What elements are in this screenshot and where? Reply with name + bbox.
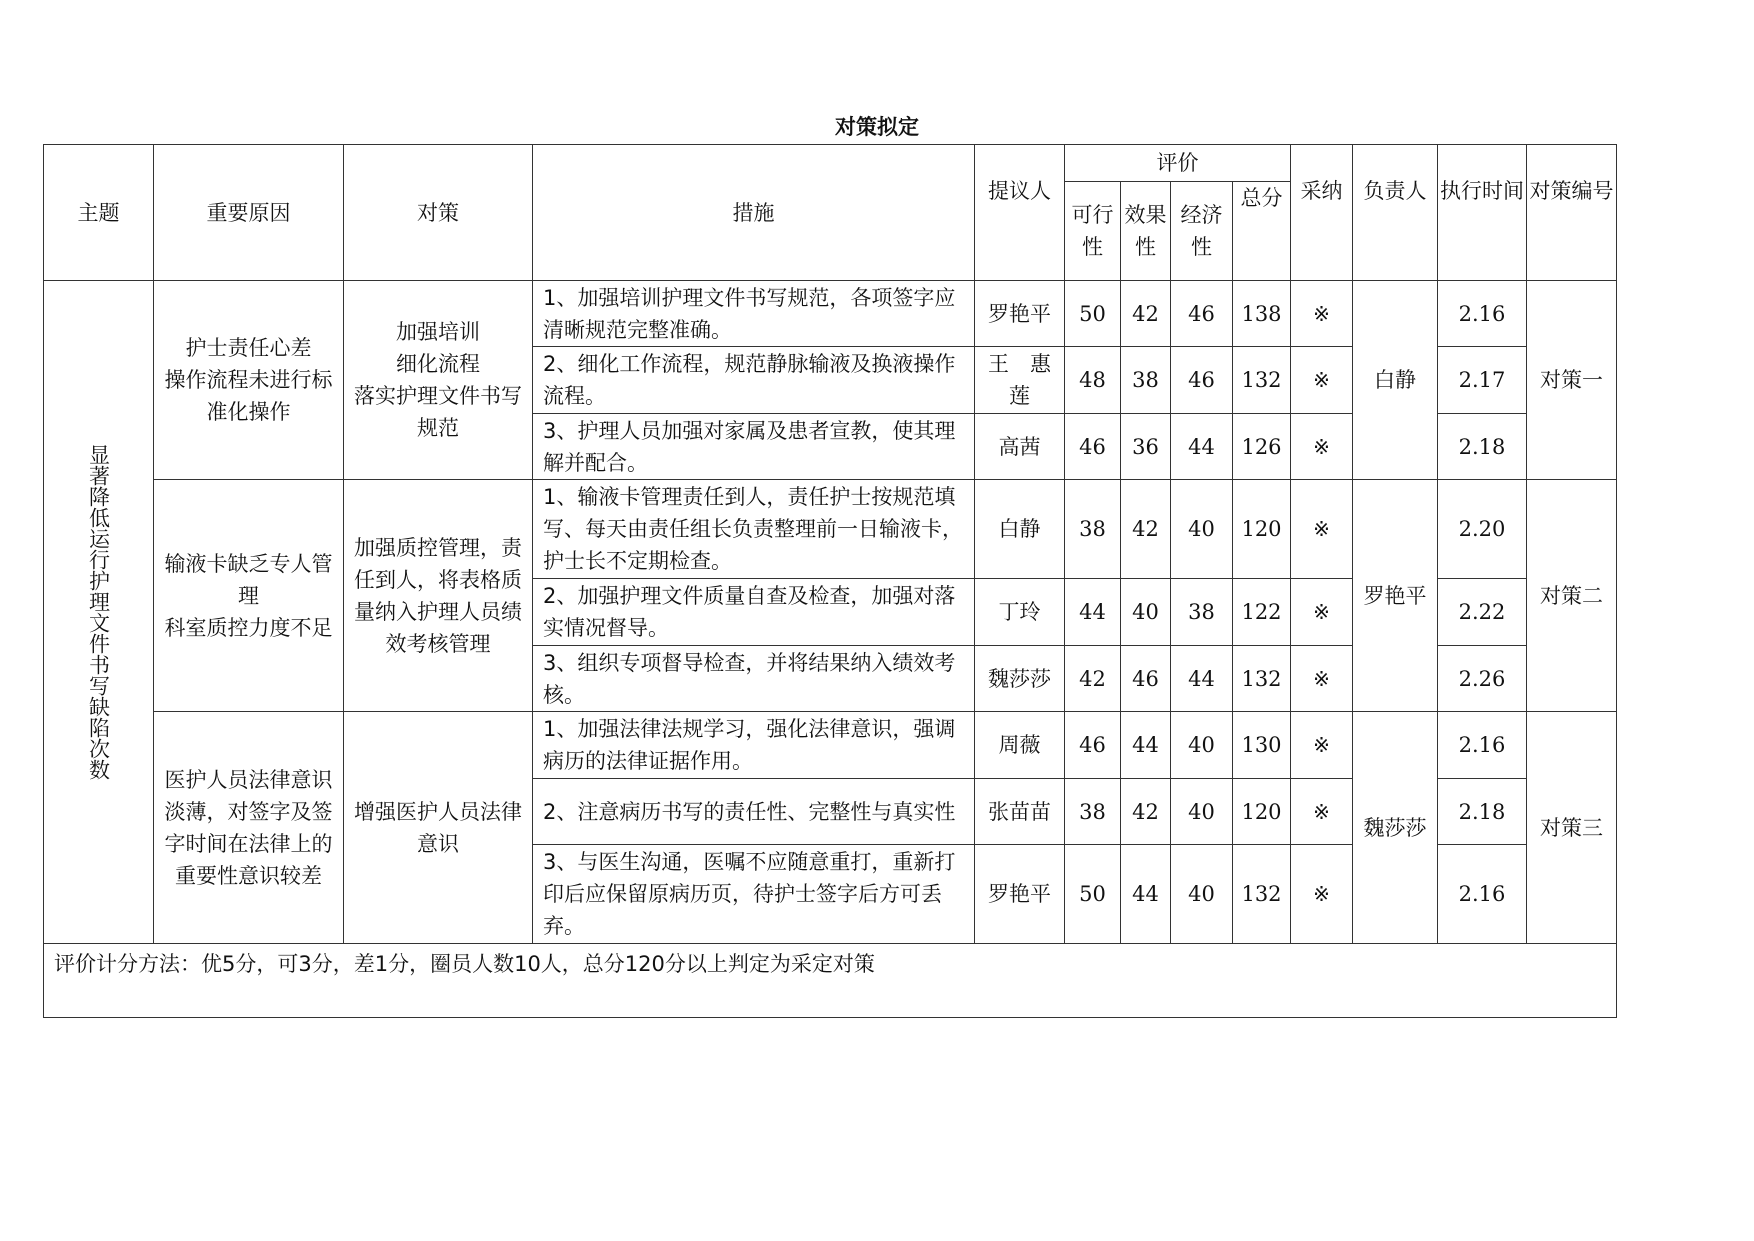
strategy-cell: 加强培训 细化流程 落实护理文件书写规范 xyxy=(344,281,533,480)
feasibility-score: 50 xyxy=(1065,281,1121,347)
page-title: 对策拟定 xyxy=(835,115,919,139)
total-score: 132 xyxy=(1233,845,1291,944)
strategy-code: 对策二 xyxy=(1527,480,1617,712)
execution-time: 2.18 xyxy=(1438,414,1527,480)
measure-cell: 1、输液卡管理责任到人，责任护士按规范填写、每天由责任组长负责整理前一日输液卡，护士长不定期检查。 xyxy=(533,480,975,579)
proposer-cell: 罗艳平 xyxy=(975,281,1065,347)
total-score: 130 xyxy=(1233,712,1291,779)
feasibility-score: 50 xyxy=(1065,845,1121,944)
table-row xyxy=(44,712,1617,779)
cause-cell: 医护人员法律意识淡薄，对签字及签字时间在法律上的重要性意识较差 xyxy=(154,712,344,944)
strategy-cell: 加强质控管理，责任到人，将表格质量纳入护理人员绩效考核管理 xyxy=(344,480,533,712)
total-score: 120 xyxy=(1233,779,1291,845)
feasibility-score: 38 xyxy=(1065,779,1121,845)
table-row xyxy=(44,281,1617,347)
measure-cell: 3、护理人员加强对家属及患者宣教，使其理解并配合。 xyxy=(533,414,975,480)
proposer-cell: 王 惠莲 xyxy=(975,347,1065,414)
economy-score: 40 xyxy=(1171,712,1233,779)
effectiveness-score: 44 xyxy=(1121,712,1171,779)
total-score: 138 xyxy=(1233,281,1291,347)
header-owner: 负责人 xyxy=(1353,145,1438,281)
execution-time: 2.16 xyxy=(1438,712,1527,779)
proposer-cell: 张苗苗 xyxy=(975,779,1065,845)
execution-time: 2.17 xyxy=(1438,347,1527,414)
theme-cell xyxy=(44,281,154,944)
total-score: 132 xyxy=(1233,347,1291,414)
adopt-mark: ※ xyxy=(1291,414,1353,480)
execution-time: 2.20 xyxy=(1438,480,1527,579)
adopt-mark: ※ xyxy=(1291,779,1353,845)
proposer-cell: 高茜 xyxy=(975,414,1065,480)
strategy-code: 对策三 xyxy=(1527,712,1617,944)
header-effectiveness: 效果性 xyxy=(1121,182,1171,281)
footnote: 评价计分方法：优5分，可3分，差1分，圈员人数10人，总分120分以上判定为采定对策 xyxy=(44,944,1617,1018)
measure-cell: 1、加强法律法规学习，强化法律意识，强调病历的法律证据作用。 xyxy=(533,712,975,779)
measure-cell: 3、与医生沟通，医嘱不应随意重打，重新打印后应保留原病历页，待护士签字后方可丢弃。 xyxy=(533,845,975,944)
execution-time: 2.18 xyxy=(1438,779,1527,845)
economy-score: 44 xyxy=(1171,414,1233,480)
proposer-cell: 魏莎莎 xyxy=(975,646,1065,712)
execution-time: 2.26 xyxy=(1438,646,1527,712)
economy-score: 38 xyxy=(1171,579,1233,646)
execution-time: 2.16 xyxy=(1438,281,1527,347)
cause-cell: 护士责任心差 操作流程未进行标准化操作 xyxy=(154,281,344,480)
measure-cell: 2、注意病历书写的责任性、完整性与真实性 xyxy=(533,779,975,845)
feasibility-score: 46 xyxy=(1065,414,1121,480)
economy-score: 46 xyxy=(1171,347,1233,414)
adopt-mark: ※ xyxy=(1291,347,1353,414)
effectiveness-score: 42 xyxy=(1121,779,1171,845)
effectiveness-score: 42 xyxy=(1121,281,1171,347)
proposer-cell: 罗艳平 xyxy=(975,845,1065,944)
total-score: 122 xyxy=(1233,579,1291,646)
measure-cell: 2、加强护理文件质量自查及检查，加强对落实情况督导。 xyxy=(533,579,975,646)
feasibility-score: 48 xyxy=(1065,347,1121,414)
total-score: 120 xyxy=(1233,480,1291,579)
economy-score: 46 xyxy=(1171,281,1233,347)
effectiveness-score: 38 xyxy=(1121,347,1171,414)
owner-cell: 白静 xyxy=(1353,281,1438,480)
total-score: 132 xyxy=(1233,646,1291,712)
effectiveness-score: 40 xyxy=(1121,579,1171,646)
owner-cell: 罗艳平 xyxy=(1353,480,1438,712)
economy-score: 40 xyxy=(1171,779,1233,845)
adopt-mark: ※ xyxy=(1291,845,1353,944)
proposer-cell: 白静 xyxy=(975,480,1065,579)
header-measure: 措施 xyxy=(533,145,975,281)
adopt-mark: ※ xyxy=(1291,712,1353,779)
header-cause: 重要原因 xyxy=(154,145,344,281)
table-row xyxy=(44,480,1617,579)
header-adopt: 采纳 xyxy=(1291,145,1353,281)
header-total: 总分 xyxy=(1233,182,1291,281)
theme-text: 显著降低运行护理文件书写缺陷次数 xyxy=(86,444,111,780)
proposer-cell: 周薇 xyxy=(975,712,1065,779)
adopt-mark: ※ xyxy=(1291,480,1353,579)
strategy-cell: 增强医护人员法律意识 xyxy=(344,712,533,944)
feasibility-score: 38 xyxy=(1065,480,1121,579)
header-strategy: 对策 xyxy=(344,145,533,281)
effectiveness-score: 36 xyxy=(1121,414,1171,480)
header-economy: 经济性 xyxy=(1171,182,1233,281)
measure-cell: 1、加强培训护理文件书写规范，各项签字应清晰规范完整准确。 xyxy=(533,281,975,347)
feasibility-score: 44 xyxy=(1065,579,1121,646)
adopt-mark: ※ xyxy=(1291,646,1353,712)
strategy-code: 对策一 xyxy=(1527,281,1617,480)
economy-score: 40 xyxy=(1171,845,1233,944)
effectiveness-score: 44 xyxy=(1121,845,1171,944)
total-score: 126 xyxy=(1233,414,1291,480)
effectiveness-score: 46 xyxy=(1121,646,1171,712)
header-code: 对策编号 xyxy=(1527,145,1617,281)
measure-cell: 3、组织专项督导检查，并将结果纳入绩效考核。 xyxy=(533,646,975,712)
header-proposer: 提议人 xyxy=(975,145,1065,281)
effectiveness-score: 42 xyxy=(1121,480,1171,579)
adopt-mark: ※ xyxy=(1291,281,1353,347)
proposer-cell: 丁玲 xyxy=(975,579,1065,646)
header-evaluation: 评价 xyxy=(1065,145,1291,182)
adopt-mark: ※ xyxy=(1291,579,1353,646)
execution-time: 2.22 xyxy=(1438,579,1527,646)
header-feasibility: 可行性 xyxy=(1065,182,1121,281)
execution-time: 2.16 xyxy=(1438,845,1527,944)
header-theme: 主题 xyxy=(44,145,154,281)
economy-score: 44 xyxy=(1171,646,1233,712)
cause-cell: 输液卡缺乏专人管理 科室质控力度不足 xyxy=(154,480,344,712)
feasibility-score: 42 xyxy=(1065,646,1121,712)
economy-score: 40 xyxy=(1171,480,1233,579)
owner-cell: 魏莎莎 xyxy=(1353,712,1438,944)
footnote-row xyxy=(44,944,1617,1018)
countermeasure-table xyxy=(43,144,1617,1018)
header-time: 执行时间 xyxy=(1438,145,1527,281)
measure-cell: 2、细化工作流程，规范静脉输液及换液操作流程。 xyxy=(533,347,975,414)
feasibility-score: 46 xyxy=(1065,712,1121,779)
